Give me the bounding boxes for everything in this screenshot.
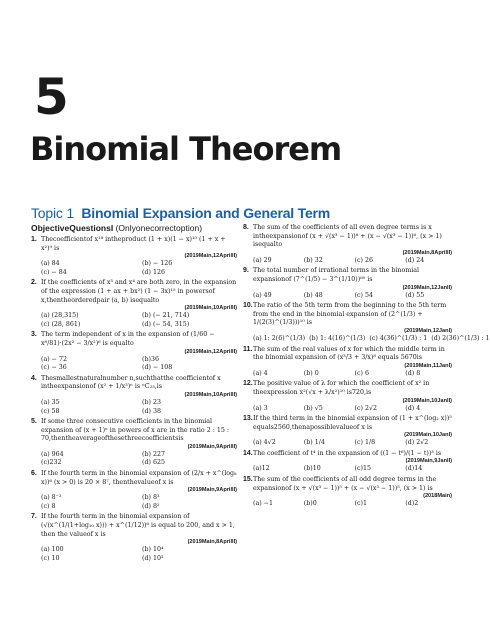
- question-item: [243, 224, 452, 265]
- answer-option: (a) 4: [253, 369, 268, 377]
- answer-options: [253, 500, 452, 509]
- answer-options: [41, 451, 237, 468]
- question-number: 15.: [243, 476, 253, 484]
- exam-reference: (2019Main,12AprilII): [184, 348, 237, 355]
- answer-options: [253, 465, 452, 474]
- answer-option: (d) − 108: [142, 364, 173, 372]
- answer-option: (d) 24: [405, 256, 425, 264]
- answer-option: (a) 35: [41, 398, 60, 406]
- answer-option: (d)2: [405, 500, 419, 508]
- answer-option: (b) 48: [303, 291, 323, 299]
- exam-reference: (2019Main,9AprilII): [187, 487, 237, 494]
- question-number: 3.: [31, 331, 37, 339]
- question-item: [31, 470, 237, 511]
- question-item: [243, 346, 452, 379]
- answer-options: [41, 356, 237, 373]
- answer-option: (a) 49: [253, 291, 272, 299]
- question-item: [31, 375, 237, 416]
- exam-reference: (2019Main,9JanII): [405, 458, 452, 465]
- answer-option: (b) − 126: [142, 260, 173, 268]
- answer-options: [253, 257, 452, 266]
- exam-reference: (2019Main,9AprilII): [187, 443, 237, 450]
- answer-option: (b) 8³: [142, 494, 160, 502]
- exam-reference: (2019Main,10JanII): [402, 397, 452, 404]
- answer-option: (d) 2(36)^(1/3) : 1: [431, 334, 490, 342]
- question-text: The ratio of the 5th term from the beginning to the 5th term from the end in the binomial expansion of (2^(1/3) + 1/(2(3)^(1/3)))¹⁰ is: [253, 302, 447, 327]
- question-number: 14.: [243, 449, 253, 457]
- objective-heading-rest: (Onlyonecorrectoption): [115, 223, 203, 233]
- question-item: [31, 279, 237, 329]
- question-number: 13.: [243, 415, 253, 423]
- answer-option: (d) 10³: [142, 554, 164, 562]
- question-item: [243, 450, 452, 474]
- question-text: The sum of the real values of x for which the middle term in the binomial expansion of (x³/3 + 3/x)⁸ equals 5670is: [253, 345, 445, 362]
- question-text: If the coefficients of x³ and x⁴ are both zero, in the expansion of the expression (1 + ax + bx²) (1 − 3x)¹⁵ in powersof x,thentheorderedpair (a, b) isequalto: [41, 279, 237, 304]
- exam-reference: (2019Main,12JanI): [404, 327, 452, 334]
- left-question-list: [31, 236, 237, 563]
- question-number: 5.: [31, 418, 37, 426]
- question-number: 10.: [243, 302, 253, 310]
- exam-reference: (2019Main,11JanI): [404, 362, 452, 369]
- answer-option: (a) 1: 2(6)^(1/3): [253, 334, 306, 342]
- question-number: 6.: [31, 470, 37, 478]
- answer-option: (b) 227: [142, 450, 165, 458]
- answer-options: [253, 439, 452, 448]
- answer-option: (a) − 72: [41, 355, 67, 363]
- answer-options: [41, 399, 237, 416]
- question-item: [243, 267, 452, 300]
- answer-option: (b) (− 21, 714): [142, 312, 190, 320]
- answer-option: (d) 8: [405, 369, 421, 377]
- question-text: The coefficient of t⁴ in the expansion of ((1 − t⁶)/(1 − t))³ is: [253, 449, 442, 457]
- right-question-list: [243, 224, 490, 509]
- question-text: If the third term in the binomial expansion of (1 + x^(log₂ x))⁵ equals2560,thenapossiblevalueof x is: [253, 415, 452, 431]
- exam-reference: (2019Main,12AprilII): [184, 253, 237, 260]
- question-text: The sum of the coefficients of all odd degree terms in the expansionof (x + √(x³ − 1))⁵ + (x − √(x³ − 1))⁵, (x > 1) is: [253, 476, 437, 492]
- answer-options: [41, 546, 237, 563]
- question-number: 12.: [243, 380, 253, 388]
- objective-heading-bold: ObjectiveQuestionsI: [31, 223, 114, 233]
- topic-name: Binomial Expansion and General Term: [81, 205, 331, 221]
- answer-option: (b)0: [303, 500, 317, 508]
- exam-reference: (2018Main): [423, 493, 452, 500]
- topic-heading: [31, 205, 330, 221]
- answer-option: (a) 964: [41, 450, 64, 458]
- answer-option: (d) (− 54, 315): [142, 320, 190, 328]
- answer-option: (b)36: [142, 355, 159, 363]
- exam-reference: (2019Main,10JanI): [404, 432, 452, 439]
- answer-option: (c) (28, 861): [41, 320, 81, 328]
- question-item: [31, 513, 237, 563]
- answer-option: (a) 29: [253, 256, 272, 264]
- right-column: [243, 224, 490, 511]
- question-number: 9.: [243, 267, 249, 275]
- answer-option: (b) 23: [142, 398, 161, 406]
- question-number: 4.: [31, 374, 37, 382]
- answer-option: (c) 1/8: [354, 439, 376, 447]
- answer-option: (c)15: [354, 465, 371, 473]
- answer-options: [41, 312, 237, 329]
- answer-option: (c) 2√2: [354, 404, 377, 412]
- answer-option: (a) 8⁻²: [41, 494, 62, 502]
- question-text: The sum of the coefficients of all even degree terms is x intheexpansionof (x + √(x³ − 1))⁶ + (x − √(x³ − 1))⁶, (x > 1) isequalto: [253, 224, 442, 249]
- answer-option: (c) 10: [41, 554, 60, 562]
- answer-option: (d) 4: [405, 404, 421, 412]
- answer-option: (d) 38: [142, 407, 161, 415]
- answer-option: (d) 8²: [142, 502, 160, 510]
- question-item: [31, 331, 237, 372]
- answer-option: (d) 55: [405, 291, 425, 299]
- answer-option: (b) 0: [303, 369, 319, 377]
- answer-option: (b) 32: [303, 256, 323, 264]
- question-text: The positive value of λ for which the coefficient of x² in theexpression x²(√x + λ/x²)¹⁰ is720,is: [253, 380, 430, 396]
- answer-option: (d) 625: [142, 459, 165, 467]
- question-number: 11.: [243, 345, 253, 353]
- answer-options: [253, 370, 452, 379]
- question-item: [243, 302, 490, 343]
- answer-option: (c) 4(36)^(1/3) : 1: [369, 334, 428, 342]
- question-item: [243, 380, 452, 413]
- question-text: If the fourth term in the binomial expansion of (2/x + x^(log₈ x))⁶ (x > 0) is 20 × 8⁷, thenthevalueof x is: [41, 470, 237, 486]
- chapter-title: Binomial Theorem: [30, 130, 342, 168]
- answer-options: [253, 292, 452, 301]
- question-text: If some three consecutive coefficients in the binomial expansion of (x + 1)ⁿ in powers of x are in the ratio 2 : 15 : 70,thentheaverageofthesethreecoefficientsis: [41, 418, 229, 443]
- exam-reference: (2019Main,10AprilII): [184, 391, 237, 398]
- question-text: The term independent of x in the expansion of (1/60 − x⁸/81)·(2x² − 3/x²)⁶ is equalto: [41, 331, 215, 347]
- answer-option: (c)232: [41, 459, 62, 467]
- exam-reference: (2019Main,10AprilII): [184, 305, 237, 312]
- answer-option: (a) 3: [253, 404, 268, 412]
- question-item: [31, 418, 237, 468]
- question-text: Thesmallestnaturalnumber n,suchthatthe coefficientof x intheexpansionof (x² + 1/x³)ⁿ is ⁿC₂₃,is: [41, 374, 221, 391]
- answer-options: [253, 405, 452, 414]
- answer-option: (c) − 36: [41, 364, 67, 372]
- answer-option: (a) −1: [253, 500, 273, 508]
- answer-options: [41, 260, 237, 277]
- answer-options: [253, 334, 490, 344]
- exam-reference: (2019Main,8AprilII): [187, 539, 237, 546]
- answer-option: (a)12: [253, 465, 270, 473]
- objective-heading: [31, 222, 237, 234]
- answer-option: (c) 54: [354, 291, 373, 299]
- answer-option: (c) 6: [354, 369, 369, 377]
- question-item: [31, 236, 237, 277]
- answer-options: [41, 494, 237, 511]
- question-number: 8.: [243, 224, 249, 231]
- answer-option: (b) 1/4: [303, 439, 325, 447]
- answer-option: (c) − 84: [41, 268, 67, 276]
- question-item: [243, 476, 452, 509]
- answer-option: (a) 84: [41, 260, 60, 268]
- left-column: [31, 222, 237, 565]
- answer-option: (c) 26: [354, 256, 373, 264]
- answer-option: (b)10: [303, 465, 321, 473]
- question-number: 1.: [31, 236, 37, 243]
- question-item: [243, 415, 452, 448]
- question-number: 7.: [31, 513, 37, 521]
- answer-option: (c) 8: [41, 502, 56, 510]
- answer-option: (b) √5: [303, 404, 323, 412]
- answer-option: (b) 10⁴: [142, 546, 164, 554]
- chapter-number: 5: [34, 68, 68, 126]
- answer-option: (a) 100: [41, 546, 64, 554]
- question-text: Thecoefficientof x¹⁸ intheproduct (1 + x)(1 − x)¹⁰ (1 + x + x²)⁹ is: [41, 236, 226, 252]
- question-text: The total number of irrational terms in the binomial expansionof (7^(1/5) − 3^(1/10))⁶⁰ is: [253, 267, 420, 283]
- exam-reference: (2019Main,12JanII): [402, 284, 452, 291]
- answer-option: (c) 58: [41, 407, 60, 415]
- answer-option: (c)1: [354, 500, 367, 508]
- answer-option: (b) 1: 4(16)^(1/3): [309, 334, 366, 342]
- answer-option: (a) (28,315): [41, 312, 79, 320]
- answer-option: (a) 4√2: [253, 439, 276, 447]
- exam-reference: (2019Main,8AprilII): [402, 249, 452, 256]
- answer-option: (d)14: [405, 465, 423, 473]
- answer-option: (d) 126: [142, 268, 165, 276]
- question-text: If the fourth term in the binomial expansion of (√(x^(1/(1+log₁₀ x))) + x^(1/12))⁶ is equal to 200, and x > 1, then the valueof x is: [41, 513, 235, 538]
- topic-prefix: Topic 1: [31, 205, 74, 221]
- answer-option: (d) 2√2: [405, 439, 429, 447]
- question-number: 2.: [31, 279, 37, 287]
